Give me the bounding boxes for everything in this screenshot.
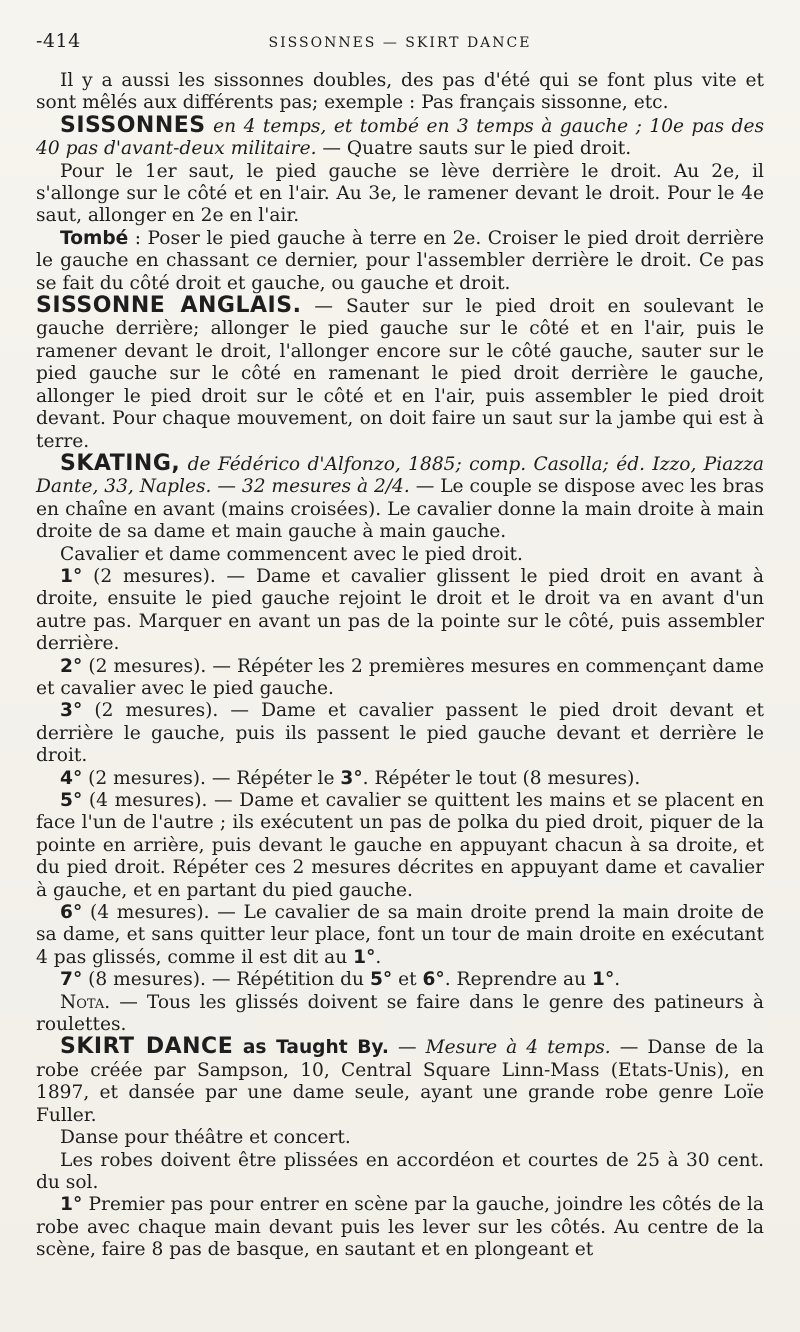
figure-7-text-a: (8 mesures). — Répétition du (82, 969, 370, 991)
skating-text: — Le couple se dispose avec les bras en chaîne en avant (mains croisées). Le cavalier donne la main droite à main droite de sa dame et main gauche à main gauche. (36, 476, 764, 543)
figure-1 (36, 566, 764, 656)
figure-7-num: 7° (60, 969, 83, 991)
anglais-text: — Sauter sur le pied droit en soulevant le gauche derrière; allonger le pied gauche sur le côté et en l'air, puis le ramener devant le droit, l'allonger encore sur le côté gauche, sauter sur le pied gauche sur le côté en ramenant le pied droit derrière le gauche, allonger le pied droit sur le côté et en l'air, puis assembler le pied droit devant. Pour chaque mouvement, on doit faire un saut sur la jambe qui est à terre. (36, 296, 764, 452)
figure-4 (36, 768, 764, 790)
figure-4-text-a: (2 mesures). — Répéter le (82, 767, 341, 789)
figure-3-num: 3° (60, 700, 83, 722)
figure-1-text: (2 mesures). — Dame et cavalier glissent le pied droit en avant à droite, ensuite le pied gauche rejoint le droit et le droit va en avant d'un autre pas. Marquer en avant un pas de la pointe sur le côté, puis assembler derrière. (36, 565, 764, 655)
skating-measures: 32 mesures à 2/4. (241, 476, 410, 498)
figure-6-num: 6° (60, 902, 83, 924)
figure-1-num: 1° (60, 565, 83, 587)
anglais-entry (36, 295, 764, 453)
figure-2-num: 2° (60, 655, 83, 677)
tombe-term: Tombé (60, 227, 129, 249)
sissonnes-paragraph: Pour le 1er saut, le pied gauche se lève derrière le droit. Au 2e, il s'allonge sur le côté et en l'air. Au 3e, le ramener devant le droit. Pour le 4e saut, allonger en 2e en l'air. (36, 160, 764, 227)
figure-6 (36, 902, 764, 969)
skirt-paragraph-2: Danse pour théâtre et concert. (60, 1127, 351, 1149)
figure-5-num: 5° (60, 790, 83, 811)
figure-4-num: 4° (60, 767, 83, 789)
skirt-figure-1-text: Premier pas pour entrer en scène par la gauche, joindre les côtés de la robe avec chaque main devant puis les lever sur les côtés. Au centre de la scène, faire 8 pas de basque, en sautant et en plongeant et (36, 1194, 764, 1261)
figure-4-ref: 3° (340, 767, 363, 789)
page-number: -414 (36, 30, 81, 52)
skating-credits: de Fédérico d'Alfonzo, 1885; comp. Casolla; éd. Izzo, Piazza Dante, 33, Naples. (36, 453, 764, 498)
skirt-figure-1 (36, 1194, 764, 1261)
skating-start: Cavalier et dame commencent avec le pied droit. (60, 543, 523, 565)
skirt-paragraph-3: Les robes doivent être plissées en accordéon et courtes de 25 à 30 cent. du sol. (36, 1149, 764, 1193)
figure-7 (36, 969, 764, 991)
sissonnes-title: SISSONNES (60, 112, 206, 138)
skirt-text: — Danse de la robe créée par Sampson, 10, Central Square Linn-Mass (Etats-Unis), en 1897, et dansée par une dame seule, ayant une grande robe genre Loïe Fuller. (36, 1037, 764, 1126)
running-head: SISSONNES — SKIRT DANCE (268, 35, 532, 51)
skirt-entry (36, 1036, 764, 1127)
page-body (36, 70, 764, 1262)
intro-paragraph: Il y a aussi les sissonnes doubles, des pas d'été qui se font plus vite et sont mêlés aux différents pas; exemple : Pas français sissonne, etc. (36, 70, 764, 114)
figure-7-mid: et (392, 969, 423, 991)
sissonnes-entry (36, 112, 764, 161)
sissonnes-subtitle: en 4 temps, et tombé en 3 temps à gauche ; 10e pas des 40 pas d'avant-deux militaire. (36, 115, 764, 160)
nota-paragraph (36, 992, 764, 1037)
nota-text: — Tous les glissés doivent se faire dans le genre des patineurs à roulettes. (36, 991, 764, 1036)
skirt-figure-1-num: 1° (60, 1194, 83, 1216)
figure-7-end: . (614, 969, 621, 991)
figure-3 (36, 700, 764, 767)
skirt-title: SKIRT DANCE (60, 1034, 234, 1060)
sissonnes-lead: — Quatre sauts sur le pied droit. (316, 138, 632, 160)
figure-6-text-a: (4 mesures). — Le cavalier de sa main droite prend la main droite de sa dame, et sans quitter leur place, font un tour de main droite en exécutant 4 pas glissés, comme il est dit au (36, 902, 764, 968)
figure-2-text: (2 mesures). — Répéter les 2 premières mesures en commençant dame et cavalier avec le pied gauche. (36, 655, 764, 699)
nota-label: Nota. (60, 991, 111, 1013)
skating-dash: — (211, 476, 242, 498)
tombe-text: : Poser le pied gauche à terre en 2e. Croiser le pied droit derrière le gauche en chassant ce dernier, pour l'assembler derrière le droit. Ce pas se fait du côté droit et gauche, ou gauche et droit. (36, 227, 764, 294)
skirt-dash: — (388, 1037, 426, 1059)
figure-7-ref-3: 1° (592, 969, 615, 991)
skating-title: SKATING, (60, 450, 181, 476)
figure-7-text-b: . Reprendre au (444, 969, 593, 991)
skirt-title-suffix: as Taught By. (233, 1037, 389, 1059)
figure-6-ref: 1° (353, 946, 376, 968)
skating-entry (36, 450, 764, 544)
anglais-title: SISSONNE ANGLAIS. (36, 293, 302, 319)
tombe-paragraph (36, 228, 764, 295)
page-header (36, 30, 764, 56)
figure-2 (36, 656, 764, 701)
figure-5 (36, 790, 764, 902)
figure-7-ref-2: 6° (422, 969, 445, 991)
skirt-measure: Mesure à 4 temps. (425, 1037, 611, 1059)
figure-6-text-b: . (375, 946, 382, 968)
figure-4-text-b: . Répéter le tout (8 mesures). (362, 767, 641, 789)
figure-7-ref-1: 5° (369, 969, 393, 991)
figure-5-text: (4 mesures). — Dame et cavalier se quittent les mains et se placent en face l'un de l'autre ; ils exécutent un pas de polka du pied droit, piquer de la pointe en arrière, puis devant le gauche en appuyant chacun à sa droite, et du pied droit. Répéter ces 2 mesures décrites en appuyant dame et cavalier à gauche, et en partant du pied gauche. (36, 790, 764, 901)
figure-3-text: (2 mesures). — Dame et cavalier passent le pied droit devant et derrière le gauche, puis ils passent le pied gauche devant et derrière le droit. (36, 700, 764, 767)
